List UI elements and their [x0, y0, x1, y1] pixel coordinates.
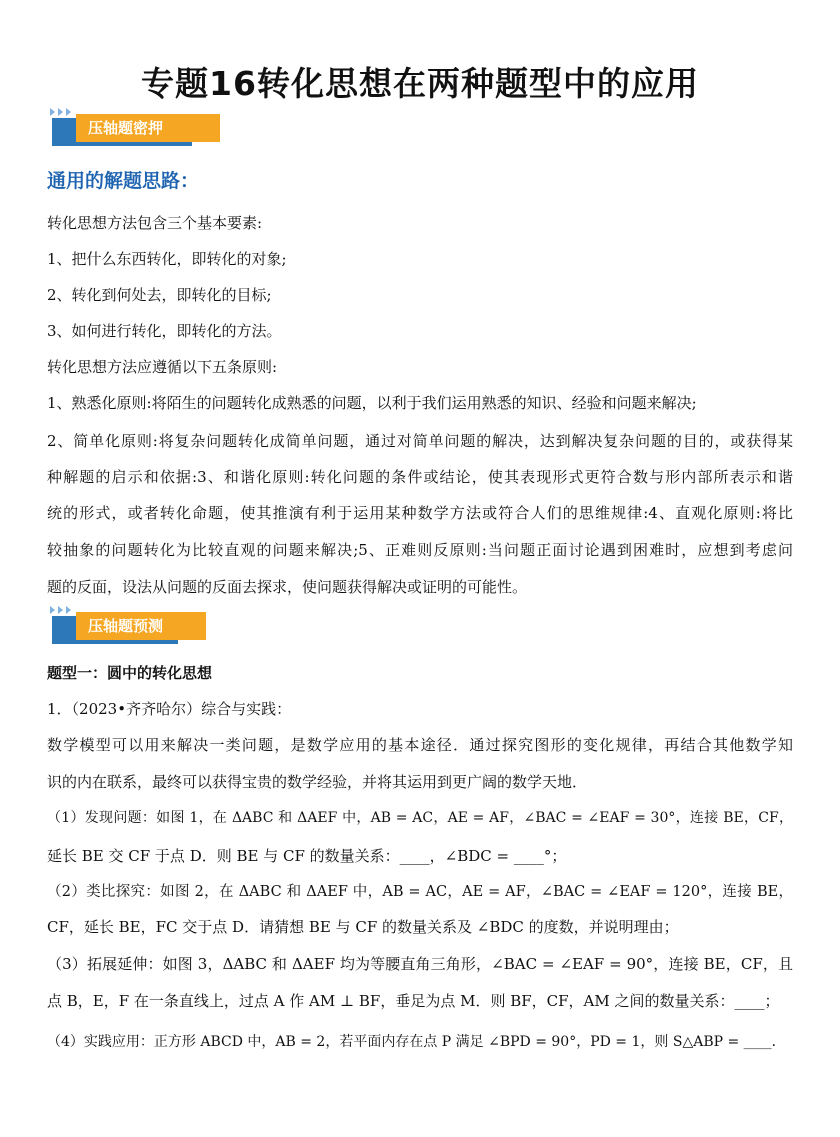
principle-text-line: 题的反面，设法从问题的反面去探求，使问题获得解决或证明的可能性。	[47, 578, 528, 596]
problem-source: 1．（2023•齐齐哈尔）综合与实践：	[47, 700, 292, 718]
part-1-line: 延长 BE 交 CF 于点 D．则 BE 与 CF 的数量关系：____，∠BDC = ____°；	[47, 847, 567, 865]
part-3-line: （3）拓展延伸：如图 3，ΔABC 和 ΔAEF 均为等腰直角三角形，∠BAC = ∠EAF = 90°，连接 BE，CF，且	[47, 955, 793, 973]
section-heading: 通用的解题思路：	[47, 170, 200, 192]
part-2-line: CF，延长 BE，FC 交于点 D．请猜想 BE 与 CF 的数量关系及 ∠BDC 的度数，并说明理由；	[47, 918, 679, 936]
part-1-line: （1）发现问题：如图 1，在 ΔABC 和 ΔAEF 中，AB = AC，AE = AF，∠BAC = ∠EAF = 30°，连接 BE，CF，	[47, 810, 793, 826]
part-3-line: 点 B，E，F 在一条直线上，过点 A 作 AM ⊥ BF，垂足为点 M．则 BF，CF，AM 之间的数量关系：____；	[47, 992, 780, 1010]
problem-type-heading: 题型一：圆中的转化思想	[47, 664, 213, 682]
part-4-line: （4）实践应用：正方形 ABCD 中，AB = 2，若平面内存在点 P 满足 ∠BPD = 90°，PD = 1，则 S△ABP = ____．	[47, 1034, 786, 1050]
principle-item: 1、熟悉化原则:将陌生的问题转化成熟悉的问题，以利于我们运用熟悉的知识、经验和问题来解决;	[47, 394, 697, 412]
banner-label: 压轴题密押	[76, 114, 220, 142]
element-item: 1、把什么东西转化，即转化的对象;	[47, 250, 287, 268]
principle-text-line: 统的形式，或者转化命题，使其推演有利于运用某种数学方法或符合人们的思维规律:4、直观化原则:将比	[47, 504, 793, 522]
problem-intro-line: 识的内在联系，最终可以获得宝贵的数学经验，并将其运用到更广阔的数学天地．	[47, 773, 588, 791]
principle-text-line: 2、简单化原则:将复杂问题转化成简单问题，通过对简单问题的解决，达到解决复杂问题的目的，或获得某	[47, 432, 793, 450]
problem-intro-line: 数学模型可以用来解决一类问题，是数学应用的基本途径．通过探究图形的变化规律，再结合其他数学知	[47, 736, 793, 754]
banner-label: 压轴题预测	[76, 612, 206, 640]
principle-text-line: 种解题的启示和依据:3、和谐化原则:转化问题的条件或结论，使其表现形式更符合数与形内部所表示和谐	[47, 468, 793, 486]
banner-exam-prediction	[48, 106, 208, 150]
part-2-line: （2）类比探究：如图 2，在 ΔABC 和 ΔAEF 中，AB = AC，AE = AF，∠BAC = ∠EAF = 120°，连接 BE，	[47, 884, 793, 900]
elements-title: 转化思想方法包含三个基本要素:	[47, 214, 263, 232]
banner-problem-forecast	[48, 604, 208, 648]
element-item: 3、如何进行转化，即转化的方法。	[47, 322, 282, 340]
page-title: 专题16转化思想在两种题型中的应用	[141, 64, 699, 103]
principle-text-line: 较抽象的问题转化为比较直观的问题来解决;5、正难则反原则:当问题正面讨论遇到困难时，应想到考虑问	[47, 541, 793, 559]
principles-title: 转化思想方法应遵循以下五条原则:	[47, 358, 278, 376]
element-item: 2、转化到何处去，即转化的目标;	[47, 286, 272, 304]
